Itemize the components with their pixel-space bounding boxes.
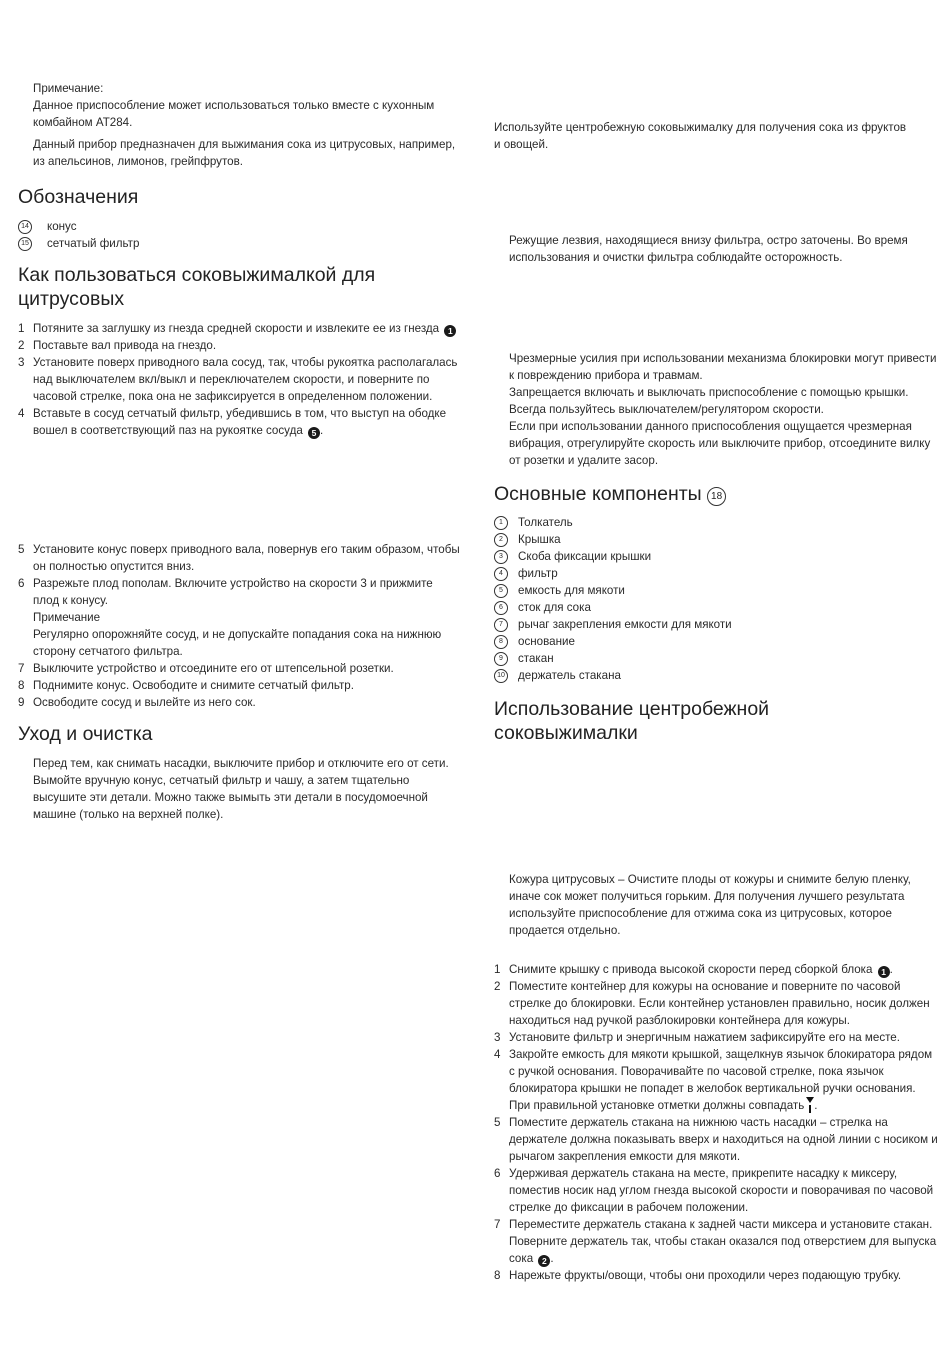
step-item bbox=[18, 337, 460, 354]
legend-item-label: стакан bbox=[518, 652, 554, 665]
legend-item-label: Крышка bbox=[518, 533, 561, 546]
note-text: Данное приспособление может использоваться только вместе с кухонным комбайном AT284. bbox=[33, 99, 435, 129]
step-item bbox=[18, 694, 460, 711]
step-item bbox=[18, 405, 460, 439]
step-end: . bbox=[814, 1099, 818, 1112]
peel-tip: Кожура цитрусовых – Очистите плоды от кожуры и снимите белую пленку, иначе сок может получиться горьким. Для получения лучшего результата используйте приспособление для отжима сока из цитрусовых, которое продается отдельно. bbox=[509, 873, 911, 937]
step-number: 7 bbox=[494, 1218, 501, 1231]
number-circle-icon: 9 bbox=[494, 652, 508, 666]
caution-block bbox=[509, 350, 939, 469]
step-item bbox=[494, 1046, 939, 1114]
blades-warning: Режущие лезвия, находящиеся внизу фильтра, остро заточены. Во время использования и очистки фильтра соблюдайте осторожность. bbox=[509, 234, 908, 264]
step-item bbox=[18, 541, 460, 575]
legend-item-label: основание bbox=[518, 635, 575, 648]
step-text: Снимите крышку с привода высокой скорости перед сборкой блока bbox=[509, 963, 873, 976]
step6-note bbox=[18, 609, 460, 660]
step-text: Поднимите конус. Освободите и снимите сетчатый фильтр. bbox=[33, 679, 354, 692]
step-item bbox=[18, 354, 460, 405]
step-item bbox=[494, 1165, 939, 1216]
step-text: Поставьте вал привода на гнездо. bbox=[33, 339, 217, 352]
number-circle-icon: 8 bbox=[494, 635, 508, 649]
citrus-steps-1-4 bbox=[18, 320, 460, 439]
number-circle-icon: 1 bbox=[494, 516, 508, 530]
note-label: Примечание: bbox=[33, 82, 104, 95]
step-text: Освободите сосуд и вылейте из него сок. bbox=[33, 696, 256, 709]
number-circle-icon: 3 bbox=[494, 550, 508, 564]
number-circle-icon: 10 bbox=[494, 669, 508, 683]
legend-item bbox=[18, 218, 458, 235]
components-list bbox=[494, 514, 934, 684]
intro-text: Данный прибор предназначен для выжимания сока из цитрусовых, например, из апельсинов, лимонов, грейпфрутов. bbox=[33, 138, 456, 168]
caution-text-2: Запрещается включать и выключать приспособление с помощью крышки. Всегда пользуйтесь выключателем/регулятором скорости. bbox=[509, 386, 909, 416]
step-item bbox=[494, 1114, 939, 1165]
step-item bbox=[494, 1216, 939, 1267]
step-number: 8 bbox=[18, 679, 25, 692]
step6-note-text: Регулярно опорожняйте сосуд, и не допускайте попадания сока на нижнюю сторону сетчатого фильтра. bbox=[33, 628, 442, 658]
step-number: 3 bbox=[18, 356, 25, 369]
legend-item-label: сетчатый фильтр bbox=[47, 237, 140, 250]
legend-item-label: конус bbox=[47, 220, 77, 233]
step-text: Переместите держатель стакана к задней части миксера и установите стакан. Поверните держатель так, чтобы стакан оказался под отверстием для выпуска сока bbox=[509, 1218, 937, 1265]
caution-text-1: Чрезмерные усилия при использовании механизма блокировки могут привести к повреждению прибора и травмам. bbox=[509, 352, 937, 382]
step6-note-label: Примечание bbox=[33, 611, 101, 624]
step-item bbox=[494, 961, 939, 978]
step-number: 1 bbox=[18, 322, 25, 335]
figure-ref-icon: 1 bbox=[878, 966, 890, 978]
legend-item-label: Толкатель bbox=[518, 516, 573, 529]
step-number: 3 bbox=[494, 1031, 501, 1044]
legend-item bbox=[494, 514, 934, 531]
step-end: . bbox=[550, 1252, 554, 1265]
figure-ref-icon: 5 bbox=[308, 427, 320, 439]
care-text-1: Перед тем, как снимать насадки, выключите прибор и отключите его от сети. bbox=[33, 757, 449, 770]
legend-item-label: держатель стакана bbox=[518, 669, 621, 682]
centrifugal-intro: Используйте центробежную соковыжималку для получения сока из фруктов и овощей. bbox=[494, 121, 907, 151]
step-number: 4 bbox=[18, 407, 25, 420]
step-number: 7 bbox=[18, 662, 25, 675]
step-text: Вставьте в сосуд сетчатый фильтр, убедившись в том, что выступ на ободке вошел в соответствующий паз на рукоятке сосуда bbox=[33, 407, 447, 437]
figure-ref-icon: 2 bbox=[538, 1255, 550, 1267]
citrus-heading: Как пользоваться соковыжималкой для цитрусовых bbox=[18, 264, 376, 310]
legend-item bbox=[494, 633, 934, 650]
citrus-steps-5-6 bbox=[18, 541, 460, 609]
step-number: 6 bbox=[494, 1167, 501, 1180]
legend-item bbox=[494, 565, 934, 582]
step-number: 4 bbox=[494, 1048, 501, 1061]
step-item bbox=[18, 575, 460, 609]
step-text: Закройте емкость для мякоти крышкой, защелкнув язычок блокиратора рядом с ручкой основания. Поворачивайте по часовой стрелке, пока язычок блокиратора крышки не попадет в желобок вертикальной ручки основания. При правильной установке отметки должны совпадать bbox=[509, 1048, 933, 1112]
number-circle-icon: 4 bbox=[494, 567, 508, 581]
legend-item-label: рычаг закрепления емкости для мякоти bbox=[518, 618, 732, 631]
care-block bbox=[33, 755, 463, 823]
step-text: Поместите держатель стакана на нижнюю часть насадки – стрелка на держателе должна показывать вверх и находиться на одной линии с носиком и рычагом закрепления емкости для мякоти. bbox=[509, 1116, 938, 1163]
step-number: 2 bbox=[18, 339, 25, 352]
note-block bbox=[33, 80, 463, 170]
step-item bbox=[494, 1267, 939, 1284]
figure-ref-icon: 1 bbox=[444, 325, 456, 337]
legend-item bbox=[494, 582, 934, 599]
legend-item-label: фильтр bbox=[518, 567, 558, 580]
number-circle-icon: 6 bbox=[494, 601, 508, 615]
step-item bbox=[18, 320, 460, 337]
step-text: Поместите контейнер для кожуры на основание и поверните по часовой стрелке до блокировки. Если контейнер установлен правильно, носик должен находиться над ручкой разблокировки контейнера для кожуры. bbox=[509, 980, 930, 1027]
number-circle-icon: 7 bbox=[494, 618, 508, 632]
step-item bbox=[494, 1029, 939, 1046]
step-text: Выключите устройство и отсоедините его от штепсельной розетки. bbox=[33, 662, 394, 675]
step-number: 2 bbox=[494, 980, 501, 993]
citrus-steps-7-9 bbox=[18, 660, 460, 711]
step-text: Удерживая держатель стакана на месте, прикрепите насадку к миксеру, поместив носик над углом гнезда высокой скорости и поворачивая по часовой стрелке до фиксации в рабочем положении. bbox=[509, 1167, 934, 1214]
step-text: Разрежьте плод пополам. Включите устройство на скорости 3 и прижмите плод к конусу. bbox=[33, 577, 433, 607]
components-heading bbox=[494, 482, 726, 506]
step-end: . bbox=[320, 424, 324, 437]
step-text: Потяните за заглушку из гнезда средней скорости и извлеките ее из гнезда bbox=[33, 322, 440, 335]
step-number: 1 bbox=[494, 963, 501, 976]
step-number: 5 bbox=[18, 543, 25, 556]
caution-text-3: Если при использовании данного приспособления ощущается чрезмерная вибрация, отрегулируйте скорость или выключите прибор, отсоедините вилку от розетки и удалите засор. bbox=[509, 420, 931, 467]
legend-item-label: Скоба фиксации крышки bbox=[518, 550, 652, 563]
step-text: Установите конус поверх приводного вала, повернув его таким образом, чтобы он полностью опустится вниз. bbox=[33, 543, 460, 573]
step-number: 5 bbox=[494, 1116, 501, 1129]
step-number: 8 bbox=[494, 1269, 501, 1282]
figure-ref-icon: 18 bbox=[707, 487, 726, 506]
legend-item bbox=[494, 650, 934, 667]
step-item bbox=[18, 660, 460, 677]
usage-steps bbox=[494, 961, 939, 1284]
step-item bbox=[494, 978, 939, 1029]
legend-item bbox=[494, 531, 934, 548]
legend-item bbox=[494, 616, 934, 633]
step-number: 9 bbox=[18, 696, 25, 709]
legend-item-label: сток для сока bbox=[518, 601, 591, 614]
step-end: . bbox=[889, 963, 893, 976]
care-heading: Уход и очистка bbox=[18, 723, 153, 745]
legend-heading: Обозначения bbox=[18, 186, 139, 208]
number-circle-icon: 14 bbox=[18, 220, 32, 234]
legend-item-label: емкость для мякоти bbox=[518, 584, 625, 597]
care-text-2: Вымойте вручную конус, сетчатый фильтр и чашу, а затем тщательно высушите эти детали. Можно также вымыть эти детали в посудомоечной машине (только на верхней полке). bbox=[33, 774, 428, 821]
legend-item bbox=[494, 599, 934, 616]
legend-list bbox=[18, 218, 458, 252]
number-circle-icon: 5 bbox=[494, 584, 508, 598]
components-heading-text: Основные компоненты bbox=[494, 483, 702, 505]
step-text: Установите фильтр и энергичным нажатием зафиксируйте его на месте. bbox=[509, 1031, 900, 1044]
legend-item bbox=[18, 235, 458, 252]
step-number: 6 bbox=[18, 577, 25, 590]
number-circle-icon: 15 bbox=[18, 237, 32, 251]
step-text: Нарежьте фрукты/овощи, чтобы они проходили через подающую трубку. bbox=[509, 1269, 902, 1282]
number-circle-icon: 2 bbox=[494, 533, 508, 547]
alignment-mark-icon bbox=[806, 1097, 814, 1113]
step-text: Установите поверх приводного вала сосуд, так, чтобы рукоятка располагалась над выключателем вкл/выкл и переключателем скорости, и поверните по часовой стрелке, пока она не зафиксируется в определенном положении. bbox=[33, 356, 458, 403]
legend-item bbox=[494, 548, 934, 565]
step-item bbox=[18, 677, 460, 694]
usage-heading: Использование центробежной соковыжималки bbox=[494, 698, 770, 744]
legend-item bbox=[494, 667, 934, 684]
